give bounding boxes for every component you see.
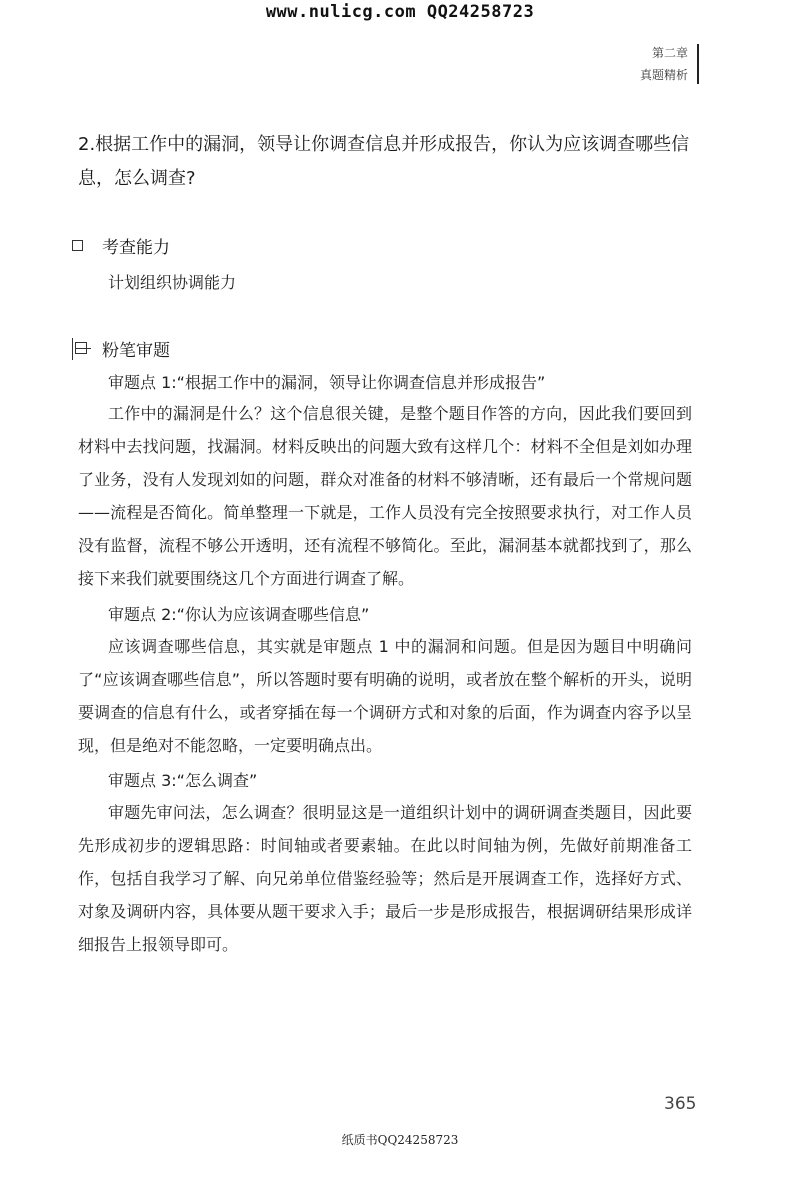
ability-heading bbox=[72, 233, 170, 258]
point-2-body: 应该调查哪些信息，其实就是审题点 1 中的漏洞和问题。但是因为题目中明确问了“应该调查哪些信息”，所以答题时要有明确的说明，或者放在整个解析的开头，说明要调查的信息有什么，或者穿插在每一个调研方式和对象的后面，作为调查内容予以呈现，但是绝对不能忽略，一定要明确点出。 bbox=[78, 637, 692, 755]
book-icon bbox=[72, 338, 92, 360]
running-head bbox=[640, 42, 688, 86]
section-label: 真题精析 bbox=[639, 68, 688, 82]
watermark: www.nulicg.com QQ24258723 bbox=[265, 2, 535, 22]
footer-text: 纸质书QQ24258723 bbox=[341, 1133, 459, 1147]
page-number: 365 bbox=[664, 1094, 697, 1114]
point-3-label: 审题点 3:“怎么调查” bbox=[108, 771, 258, 790]
point-3-body: 审题先审问法，怎么调查？很明显这是一道组织计划中的调研调查类题目，因此要先形成初步的逻辑思路：时间轴或者要素轴。在此以时间轴为例，先做好前期准备工作，包括自我学习了解、向兄弟单位借鉴经验等；然后是开展调查工作，选择好方式、对象及调研内容，具体要从题干要求入手；最后一步是形成报告，根据调研结果形成详细报告上报领导即可。 bbox=[78, 803, 692, 954]
chapter-label: 第二章 bbox=[651, 46, 688, 60]
analysis-heading-label: 粉笔审题 bbox=[102, 341, 170, 361]
ability-text: 计划组织协调能力 bbox=[108, 273, 237, 292]
ability-heading-label: 考查能力 bbox=[102, 238, 170, 258]
point-2-label: 审题点 2:“你认为应该调查哪些信息” bbox=[108, 605, 370, 624]
point-1-body: 工作中的漏洞是什么？这个信息很关键，是整个题目作答的方向，因此我们要回到材料中去找问题，找漏洞。材料反映出的问题大致有这样几个：材料不全但是刘如办理了业务，没有人发现刘如的问题，群众对准备的材料不够清晰，还有最后一个常规问题——流程是否简化。简单整理一下就是，工作人员没有完全按照要求执行，对工作人员没有监督，流程不够公开透明，还有流程不够简化。至此，漏洞基本就都找到了，那么接下来我们就要围绕这几个方面进行调查了解。 bbox=[78, 404, 692, 588]
square-bullet-icon bbox=[72, 240, 83, 251]
analysis-heading bbox=[72, 336, 170, 361]
point-1-label: 审题点 1:“根据工作中的漏洞，领导让你调查信息并形成报告” bbox=[108, 373, 546, 392]
question-text: 2.根据工作中的漏洞，领导让你调查信息并形成报告，你认为应该调查哪些信息，怎么调查? bbox=[78, 134, 690, 189]
header-rule bbox=[697, 44, 699, 84]
